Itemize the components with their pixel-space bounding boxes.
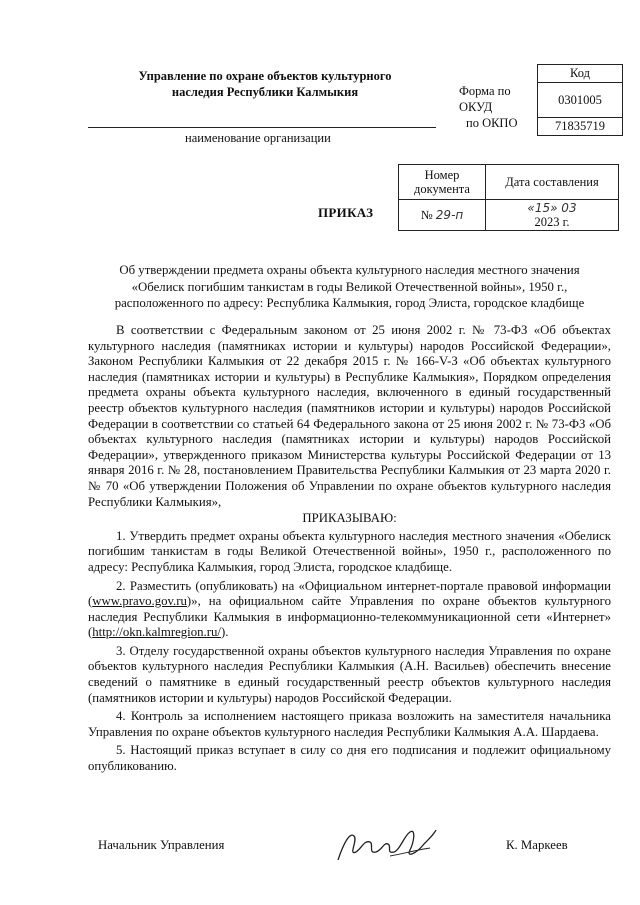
organization-caption: наименование организации	[185, 131, 331, 145]
order-label: ПРИКАЗ	[318, 205, 374, 220]
item2-text-a: 2. Разместить (опубликовать) на «Официальном интернет-портале правовой информации (	[88, 578, 611, 609]
order-item-2	[88, 579, 611, 641]
pravo-link[interactable]: www.pravo.gov.ru	[92, 594, 187, 609]
form-code-labels	[459, 83, 511, 115]
okpo-code: 71835719	[538, 118, 623, 136]
organization-name	[110, 68, 420, 100]
order-title-line3: расположенного по адресу: Республика Калмыкия, город Элиста, городское кладбище	[114, 296, 585, 310]
order-item-4: 4. Контроль за исполнением настоящего приказа возложить на заместителя начальника Управления по охране объектов культурного наследия Республики Калмыкия А.А. Шардаева.	[88, 709, 611, 739]
form-label: Форма по	[459, 84, 511, 98]
item2-text-b: )», на официальном сайте Управления по охране объектов культурного наследия Республики Калмыкия в информационно-телекоммуникационной сети «Интернет» (	[88, 594, 611, 640]
handwritten-signature	[330, 822, 440, 868]
organization-name-line1: Управление по охране объектов культурного	[138, 69, 392, 83]
document-date-handwritten: «15» 03	[527, 200, 577, 215]
number-header: Номер документа	[399, 165, 486, 200]
code-header: Код	[538, 65, 623, 83]
okud-code: 0301005	[538, 83, 623, 118]
signatory-position: Начальник Управления	[98, 838, 225, 852]
order-title	[88, 262, 611, 312]
document-date-cell	[486, 200, 619, 231]
signatory-name: К. Маркеев	[506, 838, 568, 852]
okud-label: ОКУД	[459, 100, 493, 114]
document-year: 2023 г.	[534, 214, 570, 229]
order-item-5: 5. Настоящий приказ вступает в силу со дня его подписания и подлежит официальному опубликованию.	[88, 743, 611, 774]
order-title-line1: Об утверждении предмета охраны объекта культурного наследия местного значения	[119, 263, 580, 277]
order-body	[88, 323, 611, 778]
number-prefix: №	[420, 207, 433, 222]
order-word: ПРИКАЗЫВАЮ:	[302, 511, 397, 526]
okpo-label: по ОКПО	[466, 116, 518, 130]
order-title-line2: «Обелиск погибшим танкистам в годы Великой Отечественной войны», 1950 г.,	[131, 279, 568, 294]
organization-name-line2: наследия Республики Калмыкия	[171, 85, 359, 99]
document-number-handwritten: 29-п	[435, 207, 464, 222]
order-item-1: 1. Утвердить предмет охраны объекта культурного наследия местного значения «Обелиск погибшим танкистам в годы Великой Отечественной войны», 1950 г., расположенного по адресу: Республика Калмыкия, город Элиста, городское кладбище.	[88, 528, 611, 574]
preamble-paragraph: В соответствии с Федеральным законом от 25 июня 2002 г. № 73-ФЗ «Об объектах культурного наследия (памятниках истории и культуры) народов Российской Федерации», Законом Республики Калмыкия от 22 декабря 2015 г. № 166-V-З «Об объектах культурного наследия (памятниках истории и культуры) в Республике Калмыкия», Порядком определения предмета охраны объекта культурного наследия, включенного в единый государственный реестр объектов культурного наследия (памятников истории и культуры) народов Российской Федерации в соответствии со статьей 64 Федерального закона от 25 июня 2002 г. № 73-ФЗ «Об объектах культурного наследия (памятниках истории и культуры) народов Российской Федерации», утвержденного приказом Министерства культуры Российской Федерации от 13 января 2016 г. № 28, постановлением Правительства Республики Калмыкия от 23 марта 2020 г. № 70 «Об утверждении Положения об Управлении по охране объектов культурного наследия Республики Калмыкия»,	[88, 323, 611, 509]
document-number-cell	[399, 200, 486, 231]
document-number-date-table	[398, 164, 619, 231]
codes-table	[537, 64, 623, 136]
organization-underline	[88, 127, 436, 128]
order-item-3: 3. Отделу государственной охраны объектов культурного наследия Управления по охране объектов культурного наследия Республики Калмыкия (А.Н. Васильев) обеспечить внесение сведений о памятнике в единый государственный реестр объектов культурного наследия (памятников истории и культуры) народов Российской Федерации.	[88, 643, 611, 705]
okn-site-link[interactable]: http://okn.kalmregion.ru/	[92, 625, 221, 640]
item2-text-c: ).	[220, 625, 229, 640]
date-header: Дата составления	[486, 165, 619, 200]
